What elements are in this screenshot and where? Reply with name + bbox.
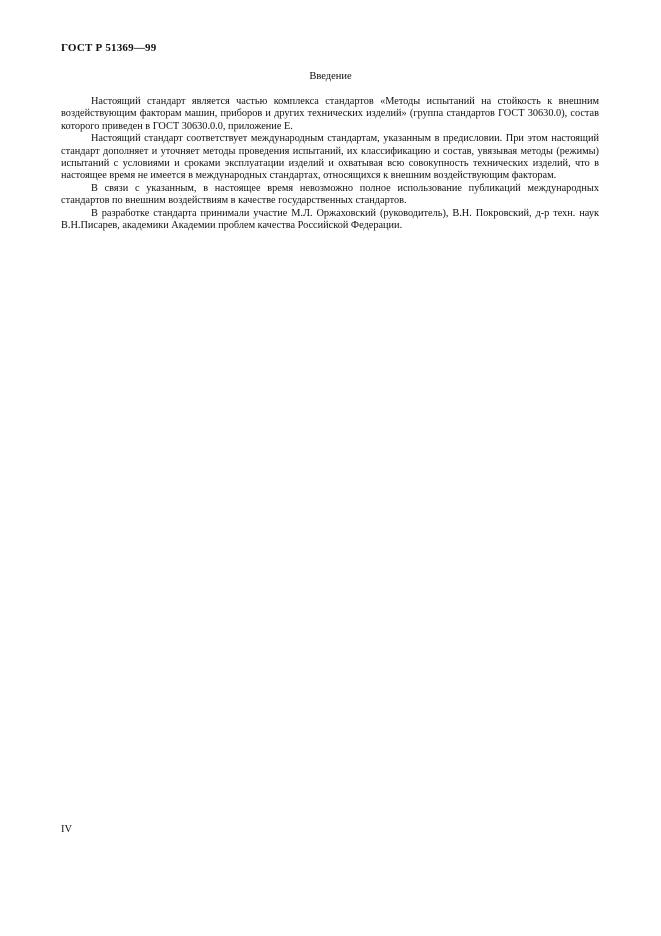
paragraph: В разработке стандарта принимали участие М.Л. Оржаховский (руководитель), В.Н. Покровский, д-р техн. наук В.Н.Писарев, академики Академии проблем качества Российской Федерации. — [61, 207, 599, 232]
paragraph: В связи с указанным, в настоящее время невозможно полное использование публикаций международных стандартов по внешним воздействиям в качестве государственных стандартов. — [61, 182, 599, 207]
section-title: Введение — [309, 71, 352, 82]
paragraph: Настоящий стандарт является частью комплекса стандартов «Методы испытаний на стойкость к внешним воздействующим факторам машин, приборов и других технических изделий» (группа стандартов ГОСТ 30630.0), состав которого приведен в ГОСТ 30630.0.0, приложение Е. — [61, 96, 599, 132]
body-text — [61, 96, 599, 232]
paragraph: Настоящий стандарт соответствует международным стандартам, указанным в предисловии. При этом настоящий стандарт дополняет и уточняет методы проведения испытаний, их классификацию и состав, увязывая методы (режимы) испытаний с условиями и сроками эксплуатации изделий и охватывая всю совокупность технических изделий, что в настоящее время не имеется в международных стандартах, относящихся к внешним воздействующим факторам. — [61, 133, 599, 182]
page-number: IV — [61, 824, 73, 835]
document-code-header: ГОСТ Р 51369—99 — [61, 42, 157, 54]
